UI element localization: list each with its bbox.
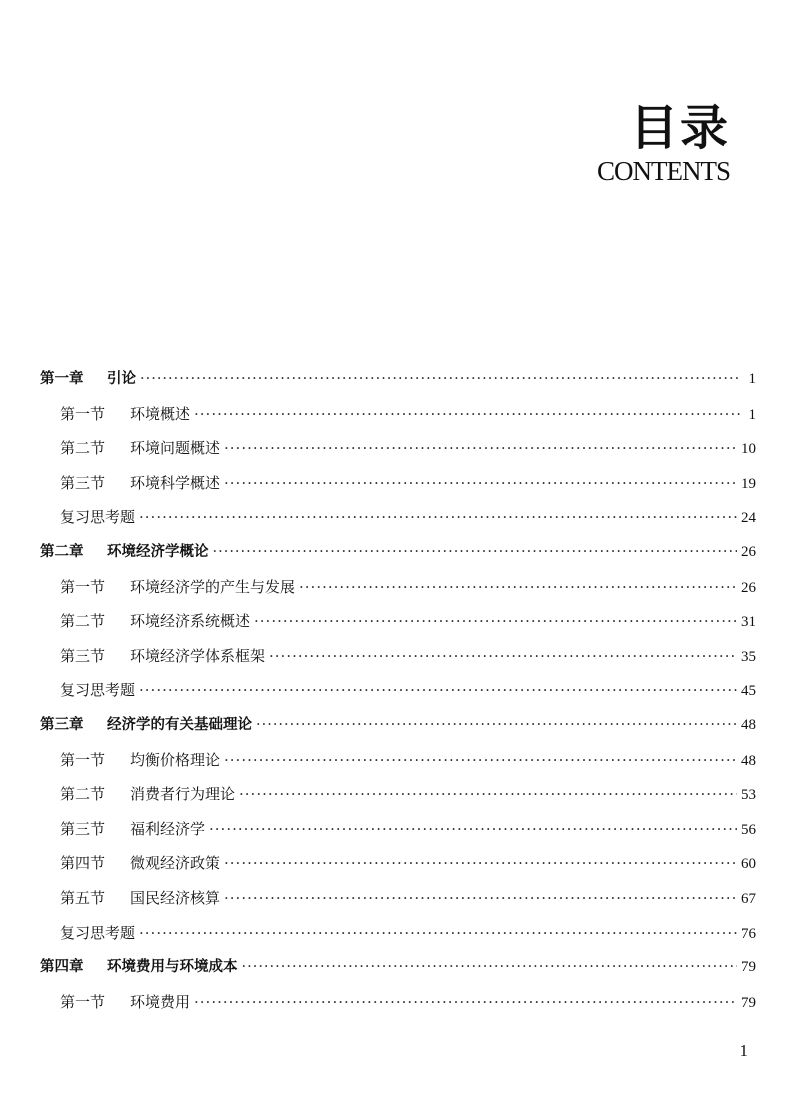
- toc-entry-title: 经济学的有关基础理论: [107, 716, 252, 733]
- toc-section-entry[interactable]: [40, 673, 756, 708]
- toc-entry-title: 环境经济学的产生与发展: [130, 577, 296, 596]
- toc-entry-title: 均衡价格理论: [130, 750, 221, 769]
- toc-chapter-entry[interactable]: [40, 535, 756, 570]
- toc-entry-number: 第一节: [60, 404, 106, 423]
- toc-section-entry[interactable]: [40, 812, 756, 847]
- toc-entry-page: 53: [741, 787, 756, 804]
- toc-entry-number: 第一节: [60, 992, 106, 1011]
- toc-entry-title: 环境费用: [130, 992, 191, 1011]
- toc-entry-page: 26: [741, 543, 756, 560]
- dot-leader: [224, 846, 737, 881]
- dot-leader: [139, 500, 737, 535]
- dot-leader: [224, 431, 737, 466]
- toc-entry-page: 24: [741, 510, 756, 527]
- toc-entry-title: 福利经济学: [130, 819, 206, 838]
- toc-section-entry[interactable]: [40, 916, 756, 951]
- toc-entry-title: 引论: [107, 371, 136, 387]
- toc-entry-title: 环境经济学概论: [107, 543, 209, 560]
- toc-entry-number: 第一章: [40, 371, 84, 387]
- toc-entry-title: 环境概述: [130, 404, 191, 423]
- dot-leader: [213, 535, 738, 570]
- dot-leader: [224, 466, 737, 501]
- toc-entry-page: 1: [748, 371, 756, 387]
- toc-entry-number: 第三节: [60, 819, 106, 838]
- toc-entry-page: 10: [741, 441, 756, 458]
- toc-entry-title: 环境费用与环境成本: [107, 959, 238, 976]
- toc-entry-page: 60: [741, 856, 756, 873]
- toc-entry-page: 45: [741, 683, 756, 700]
- toc-section-entry[interactable]: [40, 397, 756, 432]
- toc-chapter-entry[interactable]: [40, 708, 756, 743]
- toc-chapter-entry[interactable]: [40, 950, 756, 985]
- toc-entry-number: 第一节: [60, 577, 106, 596]
- toc-entry-title: 环境经济系统概述: [130, 612, 251, 631]
- toc-entry-number: 第三节: [60, 473, 106, 492]
- toc-entry-page: 31: [741, 614, 756, 631]
- dot-leader: [256, 708, 737, 743]
- toc-section-entry[interactable]: [40, 604, 756, 639]
- dot-leader: [299, 570, 737, 605]
- dot-leader: [194, 985, 737, 1020]
- dot-leader: [254, 604, 737, 639]
- page-subtitle: CONTENTS: [597, 156, 730, 186]
- dot-leader: [140, 362, 740, 397]
- toc-entry-page: 26: [741, 579, 756, 596]
- toc-entry-number: 第一节: [60, 750, 106, 769]
- toc-entry-title: 国民经济核算: [130, 888, 221, 907]
- dot-leader: [209, 812, 737, 847]
- toc-section-entry[interactable]: [40, 881, 756, 916]
- toc-entry-number: 第二节: [60, 439, 106, 458]
- toc-section-entry[interactable]: [40, 846, 756, 881]
- toc-entry-number: 第五节: [60, 888, 106, 907]
- toc-entry-number: 第四节: [60, 854, 106, 873]
- toc-entry-number: 第三节: [60, 646, 106, 665]
- dot-leader: [224, 743, 737, 778]
- toc-entry-page: 79: [741, 959, 756, 976]
- page-number: 1: [739, 1041, 748, 1060]
- toc-entry-title: 环境经济学体系框架: [130, 646, 266, 665]
- title-block: [597, 100, 730, 186]
- toc-entry-page: 19: [741, 475, 756, 492]
- toc-entry-number: 第二章: [40, 543, 84, 560]
- table-of-contents: [40, 362, 756, 1019]
- toc-entry-number: 第四章: [40, 959, 84, 976]
- toc-entry-title: 微观经济政策: [130, 854, 221, 873]
- toc-entry-page: 76: [741, 925, 756, 942]
- dot-leader: [242, 950, 738, 985]
- toc-entry-title: 环境问题概述: [130, 439, 221, 458]
- toc-entry-page: 67: [741, 890, 756, 907]
- toc-section-entry[interactable]: [40, 431, 756, 466]
- toc-entry-page: 79: [741, 994, 756, 1011]
- dot-leader: [224, 881, 737, 916]
- page-title: 目录: [629, 100, 730, 156]
- toc-chapter-entry[interactable]: [40, 362, 756, 397]
- dot-leader: [139, 916, 737, 951]
- dot-leader: [139, 673, 737, 708]
- dot-leader: [269, 639, 737, 674]
- dot-leader: [239, 777, 737, 812]
- toc-section-entry[interactable]: [40, 743, 756, 778]
- toc-entry-title: 复习思考题: [60, 508, 136, 527]
- toc-entry-title: 环境科学概述: [130, 473, 221, 492]
- toc-entry-page: 56: [741, 821, 756, 838]
- toc-entry-number: 第三章: [40, 716, 84, 733]
- toc-section-entry[interactable]: [40, 985, 756, 1020]
- dot-leader: [194, 397, 740, 432]
- toc-entry-page: 48: [741, 752, 756, 769]
- toc-entry-page: 35: [741, 648, 756, 665]
- toc-entry-number: 第二节: [60, 612, 106, 631]
- toc-entry-number: 第二节: [60, 785, 106, 804]
- toc-entry-title: 消费者行为理论: [130, 785, 236, 804]
- toc-section-entry[interactable]: [40, 639, 756, 674]
- toc-entry-page: 1: [748, 406, 756, 423]
- toc-section-entry[interactable]: [40, 466, 756, 501]
- toc-entry-title: 复习思考题: [60, 681, 136, 700]
- toc-section-entry[interactable]: [40, 570, 756, 605]
- toc-section-entry[interactable]: [40, 777, 756, 812]
- toc-entry-title: 复习思考题: [60, 923, 136, 942]
- toc-section-entry[interactable]: [40, 500, 756, 535]
- toc-entry-page: 48: [741, 716, 756, 733]
